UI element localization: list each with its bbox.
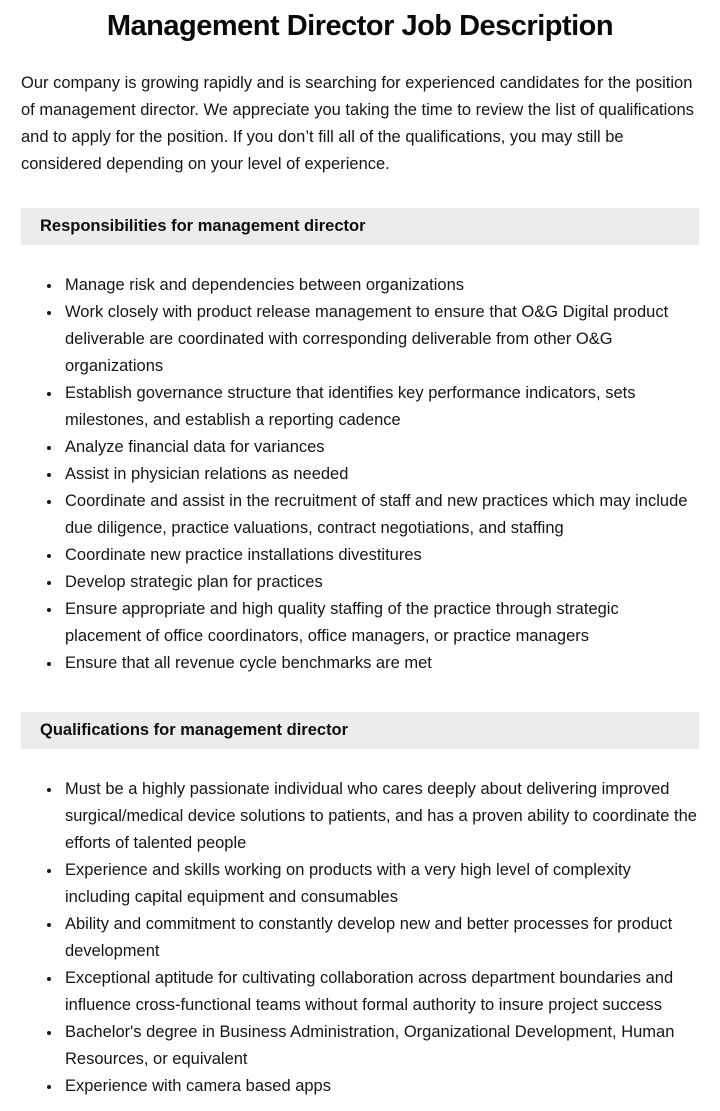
list-item: • Coordinate and assist in the recruitment of staff and new practices which may include due diligence, practice valuations, contract negotiations, and staffing	[62, 488, 699, 542]
list-item: • Ability and commitment to constantly develop new and better processes for product development	[62, 911, 699, 965]
page-title: Management Director Job Description	[106, 10, 614, 42]
qualifications-section-heading: Qualifications for management director	[21, 712, 699, 749]
qualifications-section	[21, 712, 699, 1100]
list-item: • Work closely with product release management to ensure that O&G Digital product deliverable are coordinated with corresponding deliverable from other O&G organizations	[62, 299, 699, 380]
list-item: • Assist in physician relations as needed	[62, 461, 699, 488]
responsibilities-list	[21, 272, 699, 677]
list-item: • Establish governance structure that identifies key performance indicators, sets milestones, and establish a reporting cadence	[62, 380, 699, 434]
qualifications-list	[21, 776, 699, 1100]
list-item: • Ensure appropriate and high quality staffing of the practice through strategic placement of office coordinators, office managers, or practice managers	[62, 596, 699, 650]
list-item: • Analyze financial data for variances	[62, 434, 699, 461]
list-item: • Experience and skills working on products with a very high level of complexity including capital equipment and consumables	[62, 857, 699, 911]
intro-paragraph: Our company is growing rapidly and is searching for experienced candidates for the position of management director. We appreciate you taking the time to review the list of qualifications and to apply for the position. If you don’t fill all of the qualifications, you may still be considered depending on your level of experience.	[21, 73, 694, 173]
list-item: • Must be a highly passionate individual who cares deeply about delivering improved surgical/medical device solutions to patients, and has a proven ability to coordinate the efforts of talented people	[62, 776, 699, 857]
responsibilities-section-heading: Responsibilities for management director	[21, 208, 699, 245]
list-item: • Bachelor's degree in Business Administration, Organizational Development, Human Resources, or equivalent	[62, 1019, 699, 1073]
list-item: • Coordinate new practice installations divestitures	[62, 542, 699, 569]
list-item: • Exceptional aptitude for cultivating collaboration across department boundaries and influence cross-functional teams without formal authority to insure project success	[62, 965, 699, 1019]
list-item: • Experience with camera based apps	[62, 1073, 699, 1100]
responsibilities-section	[21, 208, 699, 677]
list-item: • Develop strategic plan for practices	[62, 569, 699, 596]
list-item: • Manage risk and dependencies between organizations	[62, 272, 699, 299]
list-item: • Ensure that all revenue cycle benchmarks are met	[62, 650, 699, 677]
